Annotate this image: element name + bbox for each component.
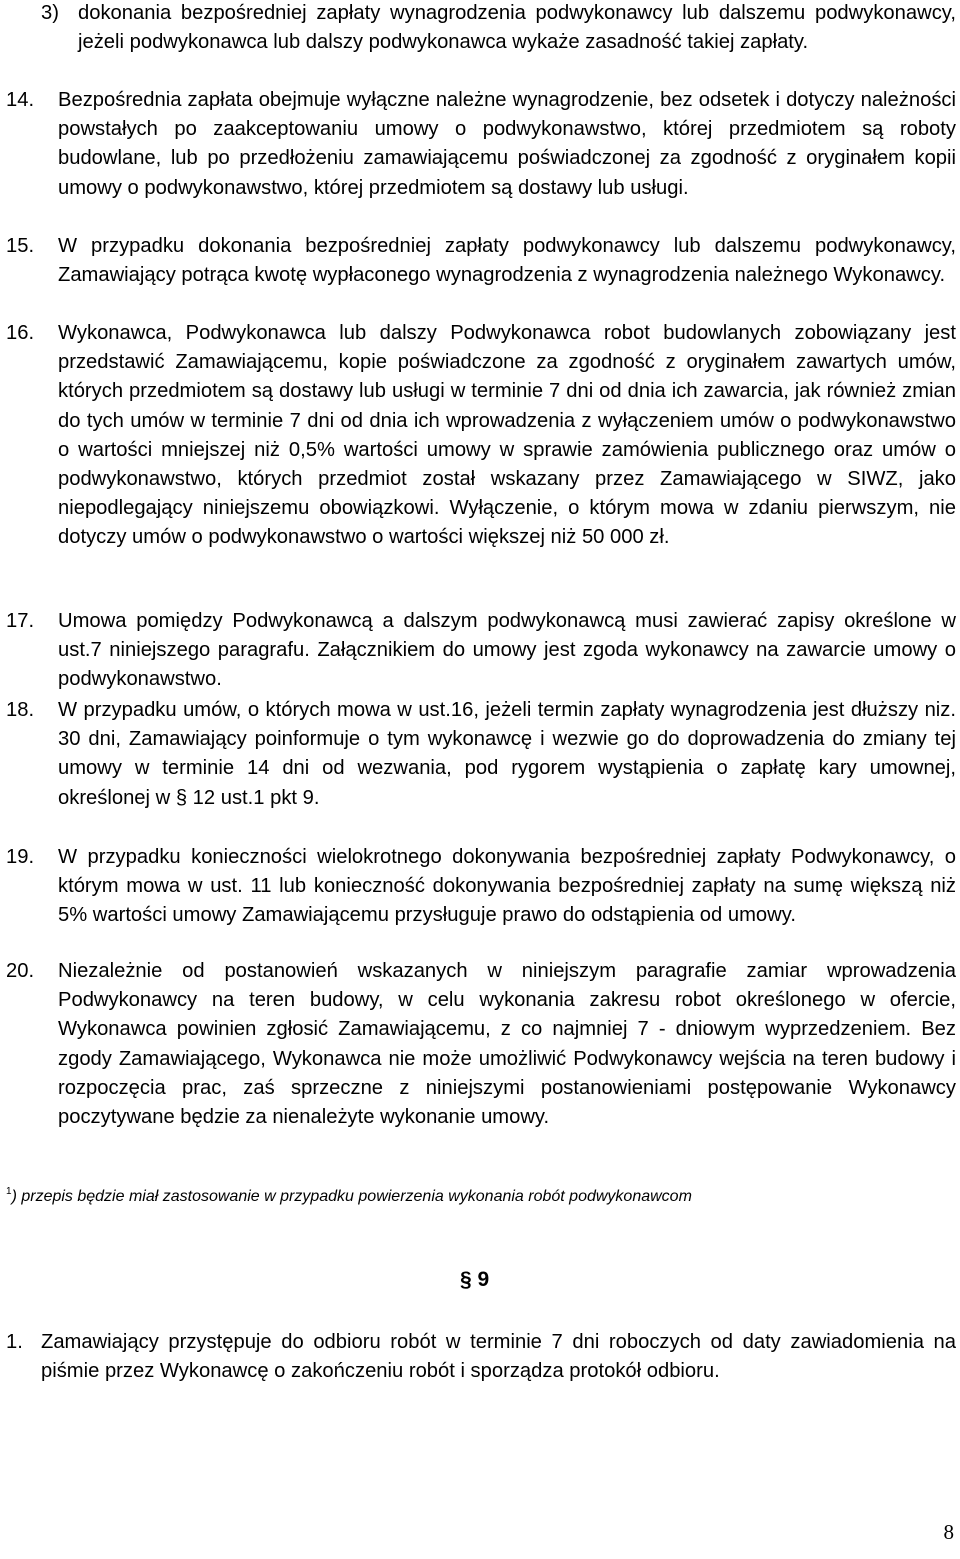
- paragraph-text: W przypadku konieczności wielokrotnego dokonywania bezpośredniej zapłaty Podwykonawcy, o którym mowa w ust. 11 lub konieczność dokonywania bezpośredniej zapłaty na sumę większą niż 5% wartości umowy Zamawiającemu przysługuje prawo do odstąpienia od umowy.: [58, 846, 956, 927]
- section-heading: § 9: [460, 1268, 490, 1291]
- paragraph-text: W przypadku umów, o których mowa w ust.16, jeżeli termin zapłaty wynagrodzenia jest dłuższy niz. 30 dni, Zamawiający poinformuje o tym wykonawcę i wezwie go do doprowadzenia do zmiany tej umowy w terminie 14 dni od wezwania, pod rygorem wystąpienia o zapłatę kary umownej, określonej w § 12 ust.1 pkt 9.: [58, 699, 956, 809]
- list-item-text: dokonania bezpośredniej zapłaty wynagrodzenia podwykonawcy lub dalszemu podwykonawcy, jeżeli podwykonawca lub dalszy podwykonawca wykaże zasadność takiej zapłaty.: [78, 2, 956, 54]
- page-number: 8: [943, 1520, 954, 1544]
- paragraph-text: Wykonawca, Podwykonawca lub dalszy Podwykonawca robot budowlanych zobowiązany jest przedstawić Zamawiającemu, kopie poświadczone za zgodność z oryginałem zawartych umów, których przedmiotem są dostawy lub usługi w terminie 7 dni od dnia ich zawarcia, jak również zmian do tych umów w terminie 7 dni od dnia ich wprowadzenia z wyłączeniem umów o podwykonawstwo o wartości mniejszej niż 0,5% wartości umowy w sprawie zamówienia publicznego oraz umów o podwykonawstwo, których przedmiot został wskazany przez Zamawiającego w SIWZ, jako niepodlegający niniejszemu obowiązkowi. Wyłączenie, o którym mowa w zdaniu pierwszym, nie dotyczy umów o podwykonawstwo o wartości większej niż 50 000 zł.: [58, 322, 956, 549]
- paragraph-text: W przypadku dokonania bezpośredniej zapłaty podwykonawcy lub dalszemu podwykonawcy, Zamawiający potrąca kwotę wypłaconego wynagrodzenia z wynagrodzenia należnego Wykonawcy.: [58, 235, 956, 287]
- paragraph-number: 18.: [6, 699, 35, 721]
- footnote-marker: 1: [6, 1186, 12, 1197]
- paragraph-text: Bezpośrednia zapłata obejmuje wyłączne należne wynagrodzenie, bez odsetek i dotyczy należności powstałych po zaakceptowaniu umowy o podwykonawstwo, której przedmiotem są roboty budowlane, lub po przedłożeniu zamawiającemu poświadczonej za zgodność z oryginałem kopii umowy o podwykonawstwo, której przedmiotem są dostawy lub usługi.: [58, 89, 956, 199]
- paragraph-number: 19.: [6, 846, 35, 868]
- footnote-text: ) przepis będzie miał zastosowanie w przypadku powierzenia wykonania robót podwykonawcom: [11, 1188, 692, 1205]
- paragraph-number: 15.: [6, 235, 35, 257]
- paragraph-text: Niezależnie od postanowień wskazanych w niniejszym paragrafie zamiar wprowadzenia Podwykonawcy na teren budowy, w celu wykonania zakresu robot określonego w ofercie, Wykonawca powinien zgłosić Zamawiającemu, z co najmniej 7 - dniowym wyprzedzeniem. Bez zgody Zamawiającego, Wykonawca nie może umożliwić Podwykonawcy wejścia na teren budowy i rozpoczęcia prac, zaś sprzeczne z niniejszymi postanowieniami postępowanie Wykonawcy poczytywane będzie za nienależyte wykonanie umowy.: [58, 960, 956, 1129]
- paragraph-number: 16.: [6, 322, 35, 344]
- footnote: [6, 1186, 692, 1206]
- list-item-number: 3): [41, 2, 59, 24]
- paragraph-text: Umowa pomiędzy Podwykonawcą a dalszym podwykonawcą musi zawierać zapisy określone w ust.7 niniejszego paragrafu. Załącznikiem do umowy jest zgoda wykonawcy na zawarcie umowy o podwykonawstwo.: [58, 610, 956, 691]
- paragraph-number: 17.: [6, 610, 35, 632]
- paragraph-number: 14.: [6, 89, 35, 111]
- paragraph-number: 1.: [6, 1331, 23, 1353]
- paragraph-number: 20.: [6, 960, 35, 982]
- paragraph-text: Zamawiający przystępuje do odbioru robót w terminie 7 dni roboczych od daty zawiadomienia na piśmie przez Wykonawcę o zakończeniu robót i sporządza protokół odbioru.: [41, 1331, 956, 1383]
